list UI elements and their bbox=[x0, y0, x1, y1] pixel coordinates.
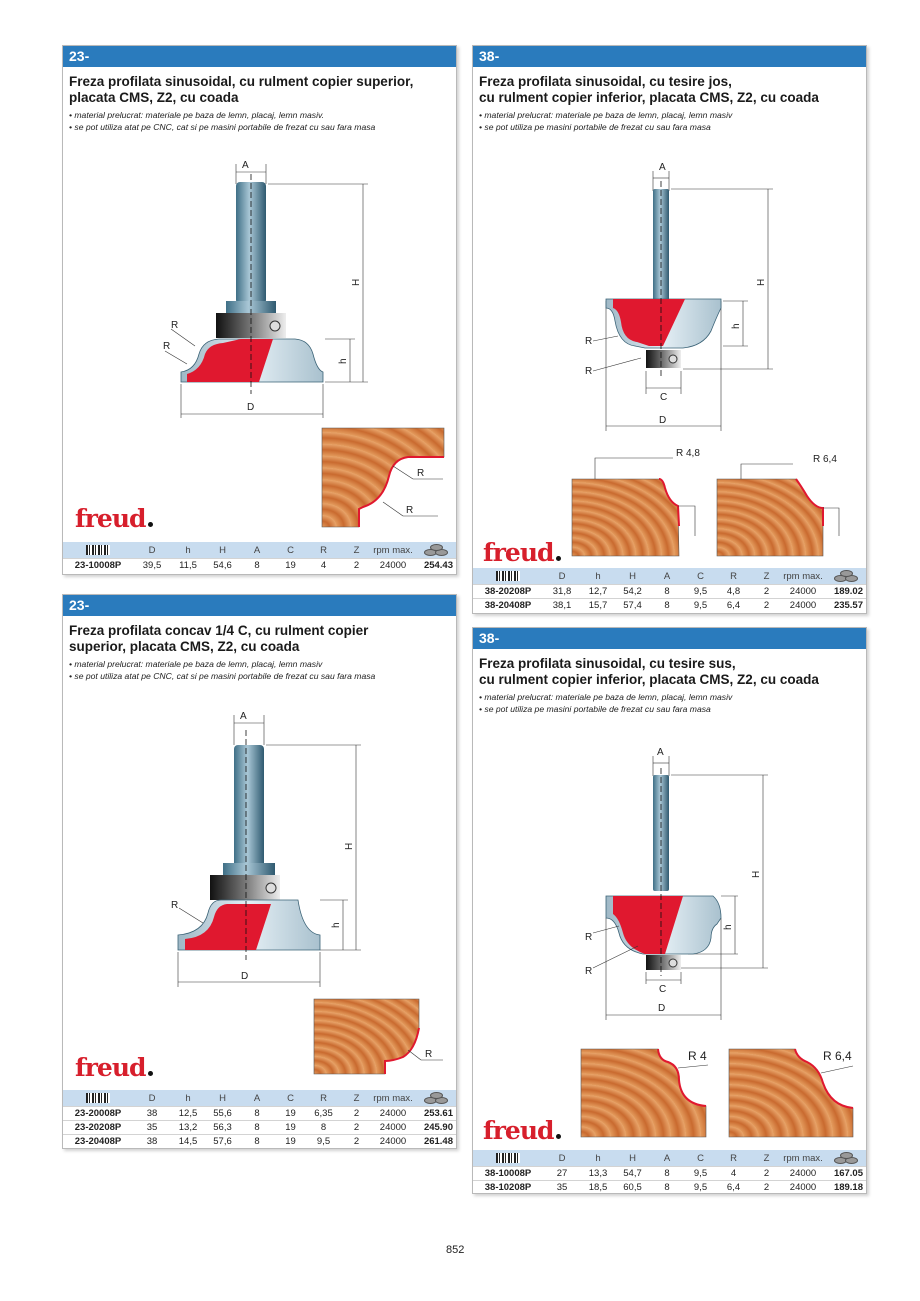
product-title: Freza profilata concav 1/4 C, cu rulment copier superior, placata CMS, Z2, cu coada bbox=[69, 623, 369, 654]
barcode-icon bbox=[86, 1093, 110, 1103]
dim-label-h: h bbox=[331, 922, 342, 928]
radius-label: R bbox=[585, 366, 593, 377]
dim-label-C: C bbox=[659, 984, 667, 995]
table-row: 38-20208P 31,8 12,7 54,2 8 9,5 4,8 2 24000 189.02 bbox=[473, 585, 866, 599]
dim-label-A: A bbox=[240, 711, 247, 722]
freud-logo: freud bbox=[75, 1053, 153, 1082]
table-row: 23-20408P 38 14,5 57,6 8 19 9,5 2 24000 261.48 bbox=[63, 1135, 456, 1149]
spec-table: D h H A C R Z rpm max. 23-20008P 38 12,5 55,6 8 19 6,35 2 24000 253.61 23-20208P 35 13,2 56,3 8 19 8 2 24000 245.90 23-20408P 38 14,5 57,6 8 19 9,5 2 24000 261.48 bbox=[63, 1090, 456, 1148]
radius-label: R bbox=[585, 336, 593, 347]
page-number: 852 bbox=[446, 1244, 465, 1256]
panel-code: 23- bbox=[63, 595, 456, 616]
product-panel-23-sinusoidal bbox=[62, 45, 457, 575]
barcode-icon bbox=[496, 571, 520, 581]
table-row: 38-20408P 38,1 15,7 57,4 8 9,5 6,4 2 24000 235.57 bbox=[473, 599, 866, 613]
dim-label-D: D bbox=[659, 415, 667, 426]
radius-label: R bbox=[171, 900, 179, 911]
spec-table: D h H A C R Z rpm max. 38-10008P 27 13,3 54,7 8 9,5 4 2 24000 167.05 38-10208P 35 18,5 60,5 8 9,5 6,4 2 24000 189.18 bbox=[473, 1150, 866, 1194]
router-bit-diagram bbox=[63, 46, 458, 541]
dim-label-D: D bbox=[247, 402, 255, 413]
wood-radius-label: R bbox=[406, 505, 414, 516]
spec-table: D h H A C R Z rpm max. 38-20208P 31,8 12,7 54,2 8 9,5 4,8 2 24000 189.02 38-20408P 38,1 15,7 57,4 8 9,5 6,4 2 24000 235.57 bbox=[473, 568, 866, 612]
freud-logo: freud bbox=[483, 538, 561, 567]
wood-radius-label: R 6,4 bbox=[823, 1049, 852, 1063]
product-title: Freza profilata sinusoidal, cu tesire jos, cu rulment copier inferior, placata CMS, Z2, cu coada bbox=[479, 74, 819, 105]
product-panel-38-chamfer-top bbox=[472, 627, 867, 1194]
dim-label-A: A bbox=[659, 162, 666, 173]
radius-label: R bbox=[171, 320, 179, 331]
wood-radius-label: R 6,4 bbox=[813, 454, 837, 465]
dim-label-h: h bbox=[338, 358, 349, 364]
dim-label-D: D bbox=[658, 1003, 666, 1014]
radius-label: R bbox=[163, 341, 171, 352]
price-coins-icon bbox=[422, 1092, 448, 1103]
wood-radius-label: R 4 bbox=[688, 1049, 707, 1063]
product-bullets: • material prelucrat: materiale pe baza de lemn, placaj, lemn masiv. • se pot utiliza atat pe CNC, cat si pe masini portabile de frezat cu sau fara masa bbox=[69, 110, 376, 132]
dim-label-A: A bbox=[657, 747, 664, 758]
table-row: 23-20208P 35 13,2 56,3 8 19 8 2 24000 245.90 bbox=[63, 1121, 456, 1135]
router-bit-diagram bbox=[473, 628, 868, 1150]
dim-label-h: h bbox=[731, 323, 742, 329]
radius-label: R bbox=[585, 932, 593, 943]
dim-label-C: C bbox=[660, 392, 668, 403]
spec-table: D h H A C R Z rpm max. 23-10008P 39,5 11,5 54,6 8 19 4 2 24000 254.43 bbox=[63, 542, 456, 572]
product-panel-23-concave bbox=[62, 594, 457, 1149]
table-row: 23-10008P 39,5 11,5 54,6 8 19 4 2 24000 254.43 bbox=[63, 559, 456, 573]
panel-code: 38- bbox=[473, 46, 866, 67]
product-title: Freza profilata sinusoidal, cu tesire sus, cu rulment copier inferior, placata CMS, Z2, cu coada bbox=[479, 656, 819, 687]
product-bullets: • material prelucrat: materiale pe baza de lemn, placaj, lemn masiv • se pot utiliza pe masini portabile de frezat cu sau fara masa bbox=[479, 110, 733, 132]
freud-logo: freud bbox=[483, 1116, 561, 1145]
table-row: 38-10208P 35 18,5 60,5 8 9,5 6,4 2 24000 189.18 bbox=[473, 1181, 866, 1195]
wood-radius-label: R bbox=[417, 468, 425, 479]
dim-label-H: H bbox=[344, 842, 355, 850]
table-row: 38-10008P 27 13,3 54,7 8 9,5 4 2 24000 167.05 bbox=[473, 1167, 866, 1181]
dim-label-H: H bbox=[351, 278, 362, 286]
product-panel-38-chamfer-bottom bbox=[472, 45, 867, 614]
price-coins-icon bbox=[832, 1152, 858, 1163]
product-bullets: • material prelucrat: materiale pe baza de lemn, placaj, lemn masiv • se pot utiliza pe masini portabile de frezat cu sau fara masa bbox=[479, 692, 733, 714]
dim-label-H: H bbox=[756, 278, 767, 286]
product-title: Freza profilata sinusoidal, cu rulment copier superior, placata CMS, Z2, cu coada bbox=[69, 74, 414, 105]
dim-label-h: h bbox=[723, 924, 734, 930]
radius-label: R bbox=[585, 966, 593, 977]
freud-logo: freud bbox=[75, 504, 153, 533]
dim-label-H: H bbox=[751, 870, 762, 878]
router-bit-diagram bbox=[473, 46, 868, 568]
wood-radius-label: R bbox=[425, 1049, 433, 1060]
barcode-icon bbox=[496, 1153, 520, 1163]
table-row: 23-20008P 38 12,5 55,6 8 19 6,35 2 24000 253.61 bbox=[63, 1107, 456, 1121]
product-bullets: • material prelucrat: materiale pe baza de lemn, placaj, lemn masiv • se pot utiliza atat pe CNC, cat si pe masini portabile de frezat cu sau fara masa bbox=[69, 659, 376, 681]
wood-radius-label: R 4,8 bbox=[676, 448, 700, 459]
panel-code: 38- bbox=[473, 628, 866, 649]
price-coins-icon bbox=[832, 570, 858, 581]
barcode-icon bbox=[86, 545, 110, 555]
dim-label-D: D bbox=[241, 971, 249, 982]
router-bit-diagram bbox=[63, 595, 458, 1090]
dim-label-A: A bbox=[242, 160, 249, 171]
price-coins-icon bbox=[422, 544, 448, 555]
panel-code: 23- bbox=[63, 46, 456, 67]
